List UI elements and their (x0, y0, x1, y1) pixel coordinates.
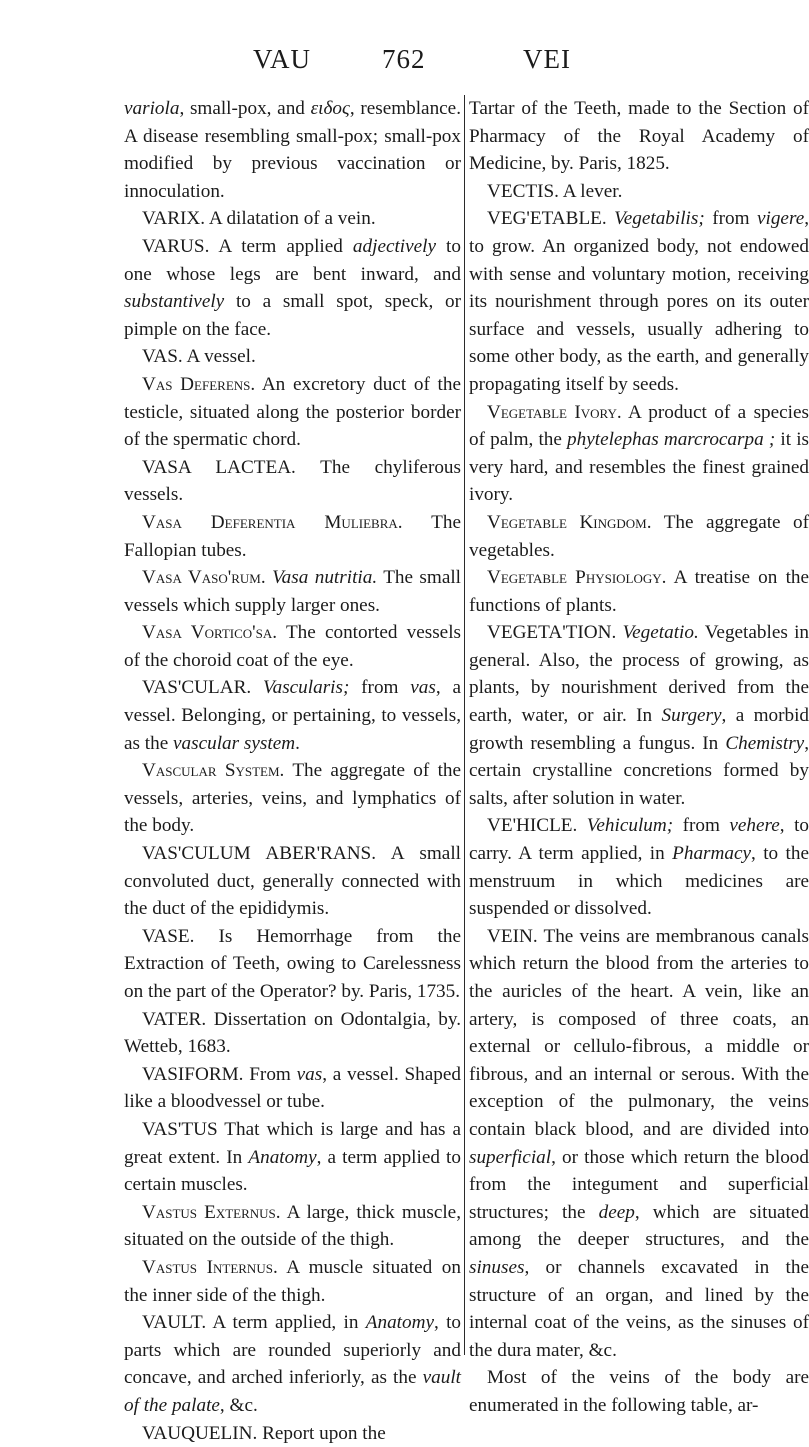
entry-vegetation: VEGETA'TION. Vegetatio. Vegetables in general. Also, the process of growing, as plants, by nourishment derived from the earth, water, or air. In Surgery, a morbid growth resembling a fungus. In Chemistry, certain crystalline concretions formed by salts, after solution in water. (469, 619, 809, 812)
entry-vasa-vorticosa: Vasa Vortico'sa. The contorted vessels of the choroid coat of the eye. (124, 619, 461, 674)
entry-varix: VARIX. A dilatation of a vein. (124, 205, 461, 233)
entry-vas: VAS. A vessel. (124, 343, 461, 371)
entry-vasculum-aberrans: VAS'CULUM ABER'RANS. A small convoluted duct, generally connected with the duct of the epididymis. (124, 840, 461, 923)
right-column (469, 95, 809, 1420)
entry-vegetable: VEG'ETABLE. Vegetabilis; from vigere, to grow. An organized body, not endowed with sense and voluntary motion, receiving its nourishment through pores on its outer surface and vessels, usually adhering to some other body, as the earth, and generally propagating itself by seeds. (469, 205, 809, 398)
entry-vein-continued: Most of the veins of the body are enumerated in the following table, ar- (469, 1364, 809, 1419)
entry-vater: VATER. Dissertation on Odontalgia, by. Wetteb, 1683. (124, 1006, 461, 1061)
entry-varus: VARUS. A term applied adjectively to one whose legs are bent inward, and substantively to a small spot, speck, or pimple on the face. (124, 233, 461, 343)
entry-vasa-deferentia-muliebra: Vasa Deferentia Muliebra. The Fallopian tubes. (124, 509, 461, 564)
entry-vasa-lactea: VASA LACTEA. The chyliferous vessels. (124, 454, 461, 509)
column-divider (464, 95, 465, 1355)
entry-vegetable-physiology: Vegetable Physiology. A treatise on the functions of plants. (469, 564, 809, 619)
entry-vastus-internus: Vastus Internus. A muscle situated on the inner side of the thigh. (124, 1254, 461, 1309)
running-head (0, 44, 800, 84)
entry-vault: VAULT. A term applied, in Anatomy, to parts which are rounded superiorly and concave, and arched inferiorly, as the vault of the palate, &c. (124, 1309, 461, 1419)
header-left-guideword: VAU (253, 44, 311, 75)
entry-vauquelin: VAUQUELIN. Report upon the (124, 1420, 461, 1447)
entry-vas-deferens: Vas Deferens. An excretory duct of the testicle, situated along the posterior border of the spermatic chord. (124, 371, 461, 454)
entry-vascular: VAS'CULAR. Vascularis; from vas, a vessel. Belonging, or pertaining, to vessels, as the vascular system. (124, 674, 461, 757)
entry-vastus: VAS'TUS That which is large and has a great extent. In Anatomy, a term applied to certain muscles. (124, 1116, 461, 1199)
entry-vascular-system: Vascular System. The aggregate of the vessels, arteries, veins, and lymphatics of the body. (124, 757, 461, 840)
entry-continued: Tartar of the Teeth, made to the Section of Pharmacy of the Royal Academy of Medicine, by. Paris, 1825. (469, 95, 809, 178)
entry-vegetable-ivory: Vegetable Ivory. A product of a species of palm, the phytelephas marcrocarpa ; it is very hard, and resembles the finest grained ivory. (469, 399, 809, 509)
entry-vasiform: VASIFORM. From vas, a vessel. Shaped like a bloodvessel or tube. (124, 1061, 461, 1116)
entry-vastus-externus: Vastus Externus. A large, thick muscle, situated on the outside of the thigh. (124, 1199, 461, 1254)
entry-vein: VEIN. The veins are membranous canals which return the blood from the arteries to the auricles of the heart. A vein, like an artery, is composed of three coats, an external or cellulo-fibrous, a middle or fibrous, and an internal or serous. With the exception of the pulmonary, the veins contain black blood, and are divided into superficial, or those which return the blood from the integument and superficial structures; the deep, which are situated among the deeper structures, and the sinuses, or channels excavated in the structure of an organ, and lined by the internal coat of the veins, as the sinuses of the dura mater, &c. (469, 923, 809, 1365)
left-column (124, 95, 461, 1447)
entry-vegetable-kingdom: Vegetable Kingdom. The aggregate of vegetables. (469, 509, 809, 564)
entry-vectis: VECTIS. A lever. (469, 178, 809, 206)
entry-vehicle: VE'HICLE. Vehiculum; from vehere, to carry. A term applied, in Pharmacy, to the menstruum in which medicines are suspended or dissolved. (469, 812, 809, 922)
entry-vasa-vasorum: Vasa Vaso'rum. Vasa nutritia. The small vessels which supply larger ones. (124, 564, 461, 619)
page-number: 762 (382, 44, 426, 75)
header-right-guideword: VEI (523, 44, 571, 75)
entry-continued: variola, small-pox, and ειδος, resemblance. A disease resembling small-pox; small-pox modified by previous vaccination or innoculation. (124, 95, 461, 205)
entry-vase: VASE. Is Hemorrhage from the Extraction of Teeth, owing to Carelessness on the part of the Operator? by. Paris, 1735. (124, 923, 461, 1006)
